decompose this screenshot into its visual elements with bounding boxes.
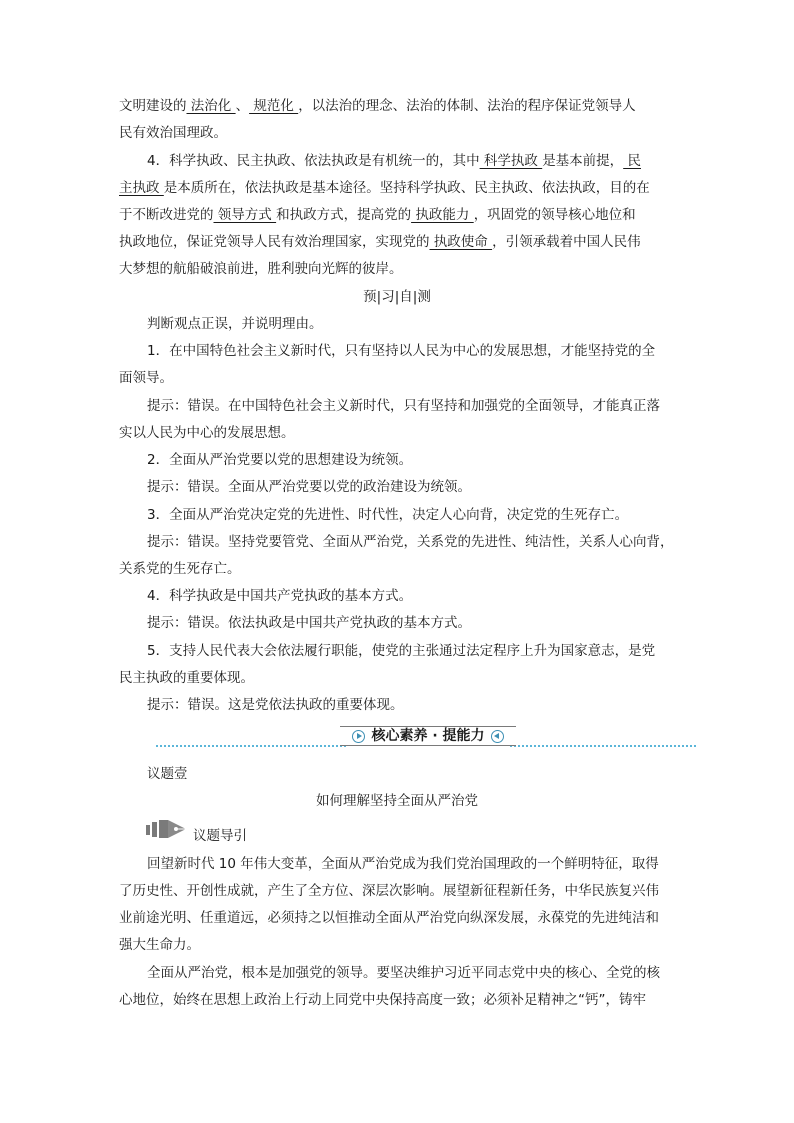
answer-text: 提示：错误。全面从严治党要以党的政治建设为统领。 — [147, 479, 471, 495]
text-span: 是基本前提， — [542, 153, 624, 169]
text-line — [119, 205, 679, 225]
text-span: 执政地位，保证党领导人民有效治理国家，实现党的 — [119, 234, 430, 250]
question-text: 2．全面从严治党要以党的思想建设为统领。 — [147, 452, 413, 468]
text-line — [119, 232, 679, 252]
text-span: 、 — [235, 98, 250, 114]
text-span: 文明建设的 — [119, 98, 187, 114]
text-line: 大梦想的航船破浪前进，胜利驶向光辉的彼岸。 — [119, 261, 403, 277]
text-line — [119, 96, 679, 116]
section-banner — [150, 726, 698, 748]
dotted-divider — [156, 745, 346, 747]
topic-label: 议题壹 — [147, 766, 188, 782]
question-text: 3．全面从严治党决定党的先进性、时代性，决定人心向背，决定党的生死存亡。 — [147, 507, 629, 523]
fill-answer: 科学执政 — [479, 153, 543, 169]
text-span: 是本质所在，依法执政是基本途径。坚持科学执政、民主执政、依法执政，目的在 — [163, 180, 650, 196]
banner-title: 核心素养 · 提能力 — [371, 728, 485, 744]
question-text: 面领导。 — [119, 370, 173, 386]
question-text: 4．科学执政是中国共产党执政的基本方式。 — [147, 588, 413, 604]
fill-answer: 领导方式 — [213, 207, 277, 223]
guide-label: 议题导引 — [193, 828, 247, 844]
paragraph-line: 了历史性、开创性成就，产生了全方位、深层次影响。展望新征程新任务，中华民族复兴伟 — [119, 883, 659, 899]
question-text: 民主执政的重要体现。 — [119, 670, 254, 686]
paragraph-line: 业前途光明、任重道远，必须持之以恒推动全面从严治党向纵深发展，永葆党的先进纯洁和 — [119, 910, 659, 926]
answer-text: 提示：错误。在中国特色社会主义新时代，只有坚持和加强党的全面领导，才能真正落 — [147, 398, 660, 414]
fill-answer: 规范化 — [249, 98, 299, 114]
pen-nib-icon — [146, 819, 192, 839]
play-back-icon — [491, 730, 504, 743]
text-span: ，以法治的理念、法治的体制、法治的程序保证党领导人 — [298, 98, 636, 114]
answer-text: 提示：错误。依法执政是中国共产党执政的基本方式。 — [147, 615, 471, 631]
question-text: 1．在中国特色社会主义新时代，只有坚持以人民为中心的发展思想，才能坚持党的全 — [147, 343, 656, 359]
text-span: 于不断改进党的 — [119, 207, 214, 223]
answer-text: 关系党的生死存亡。 — [119, 561, 241, 577]
instruction-text: 判断观点正误，并说明理由。 — [147, 316, 323, 332]
text-span: ，引领承载着中国人民伟 — [492, 234, 641, 250]
text-span: 和执政方式，提高党的 — [276, 207, 412, 223]
dotted-divider — [510, 745, 696, 747]
text-span: 4．科学执政、民主执政、依法执政是有机统一的，其中 — [147, 153, 480, 169]
answer-text: 提示：错误。这是党依法执政的重要体现。 — [147, 697, 404, 713]
answer-text: 提示：错误。坚持党要管党、全面从严治党，关系党的先进性、纯洁性，关系人心向背， — [147, 534, 674, 550]
topic-title: 如何理解坚持全面从严治党 — [316, 793, 478, 809]
fill-answer: 主执政 — [119, 180, 164, 196]
paragraph-line: 心地位，始终在思想上政治上行动上同党中央保持高度一致；必须补足精神之“钙”，铸牢 — [119, 992, 646, 1008]
fill-answer: 执政使命 — [429, 234, 493, 250]
text-line: 民有效治国理政。 — [119, 125, 227, 141]
fill-answer: 执政能力 — [411, 207, 474, 223]
paragraph-line: 回望新时代 10 年伟大变革，全面从严治党成为我们党治国理政的一个鲜明特征，取得 — [147, 856, 659, 872]
play-forward-icon — [352, 730, 365, 743]
question-text: 5．支持人民代表大会依法履行职能，使党的主张通过法定程序上升为国家意志，是党 — [147, 643, 656, 659]
fill-answer: 法治化 — [186, 98, 236, 114]
text-line — [119, 178, 679, 198]
fill-answer: 民 — [623, 153, 641, 169]
banner-box — [340, 726, 516, 746]
paragraph-line: 强大生命力。 — [119, 937, 200, 953]
text-span: ，巩固党的领导核心地位和 — [473, 207, 636, 223]
answer-text: 实以人民为中心的发展思想。 — [119, 425, 295, 441]
section-heading: 预|习|自|测 — [363, 289, 431, 305]
paragraph-line: 全面从严治党，根本是加强党的领导。要坚决维护习近平同志党中央的核心、全党的核 — [147, 965, 660, 981]
text-line — [147, 151, 707, 171]
